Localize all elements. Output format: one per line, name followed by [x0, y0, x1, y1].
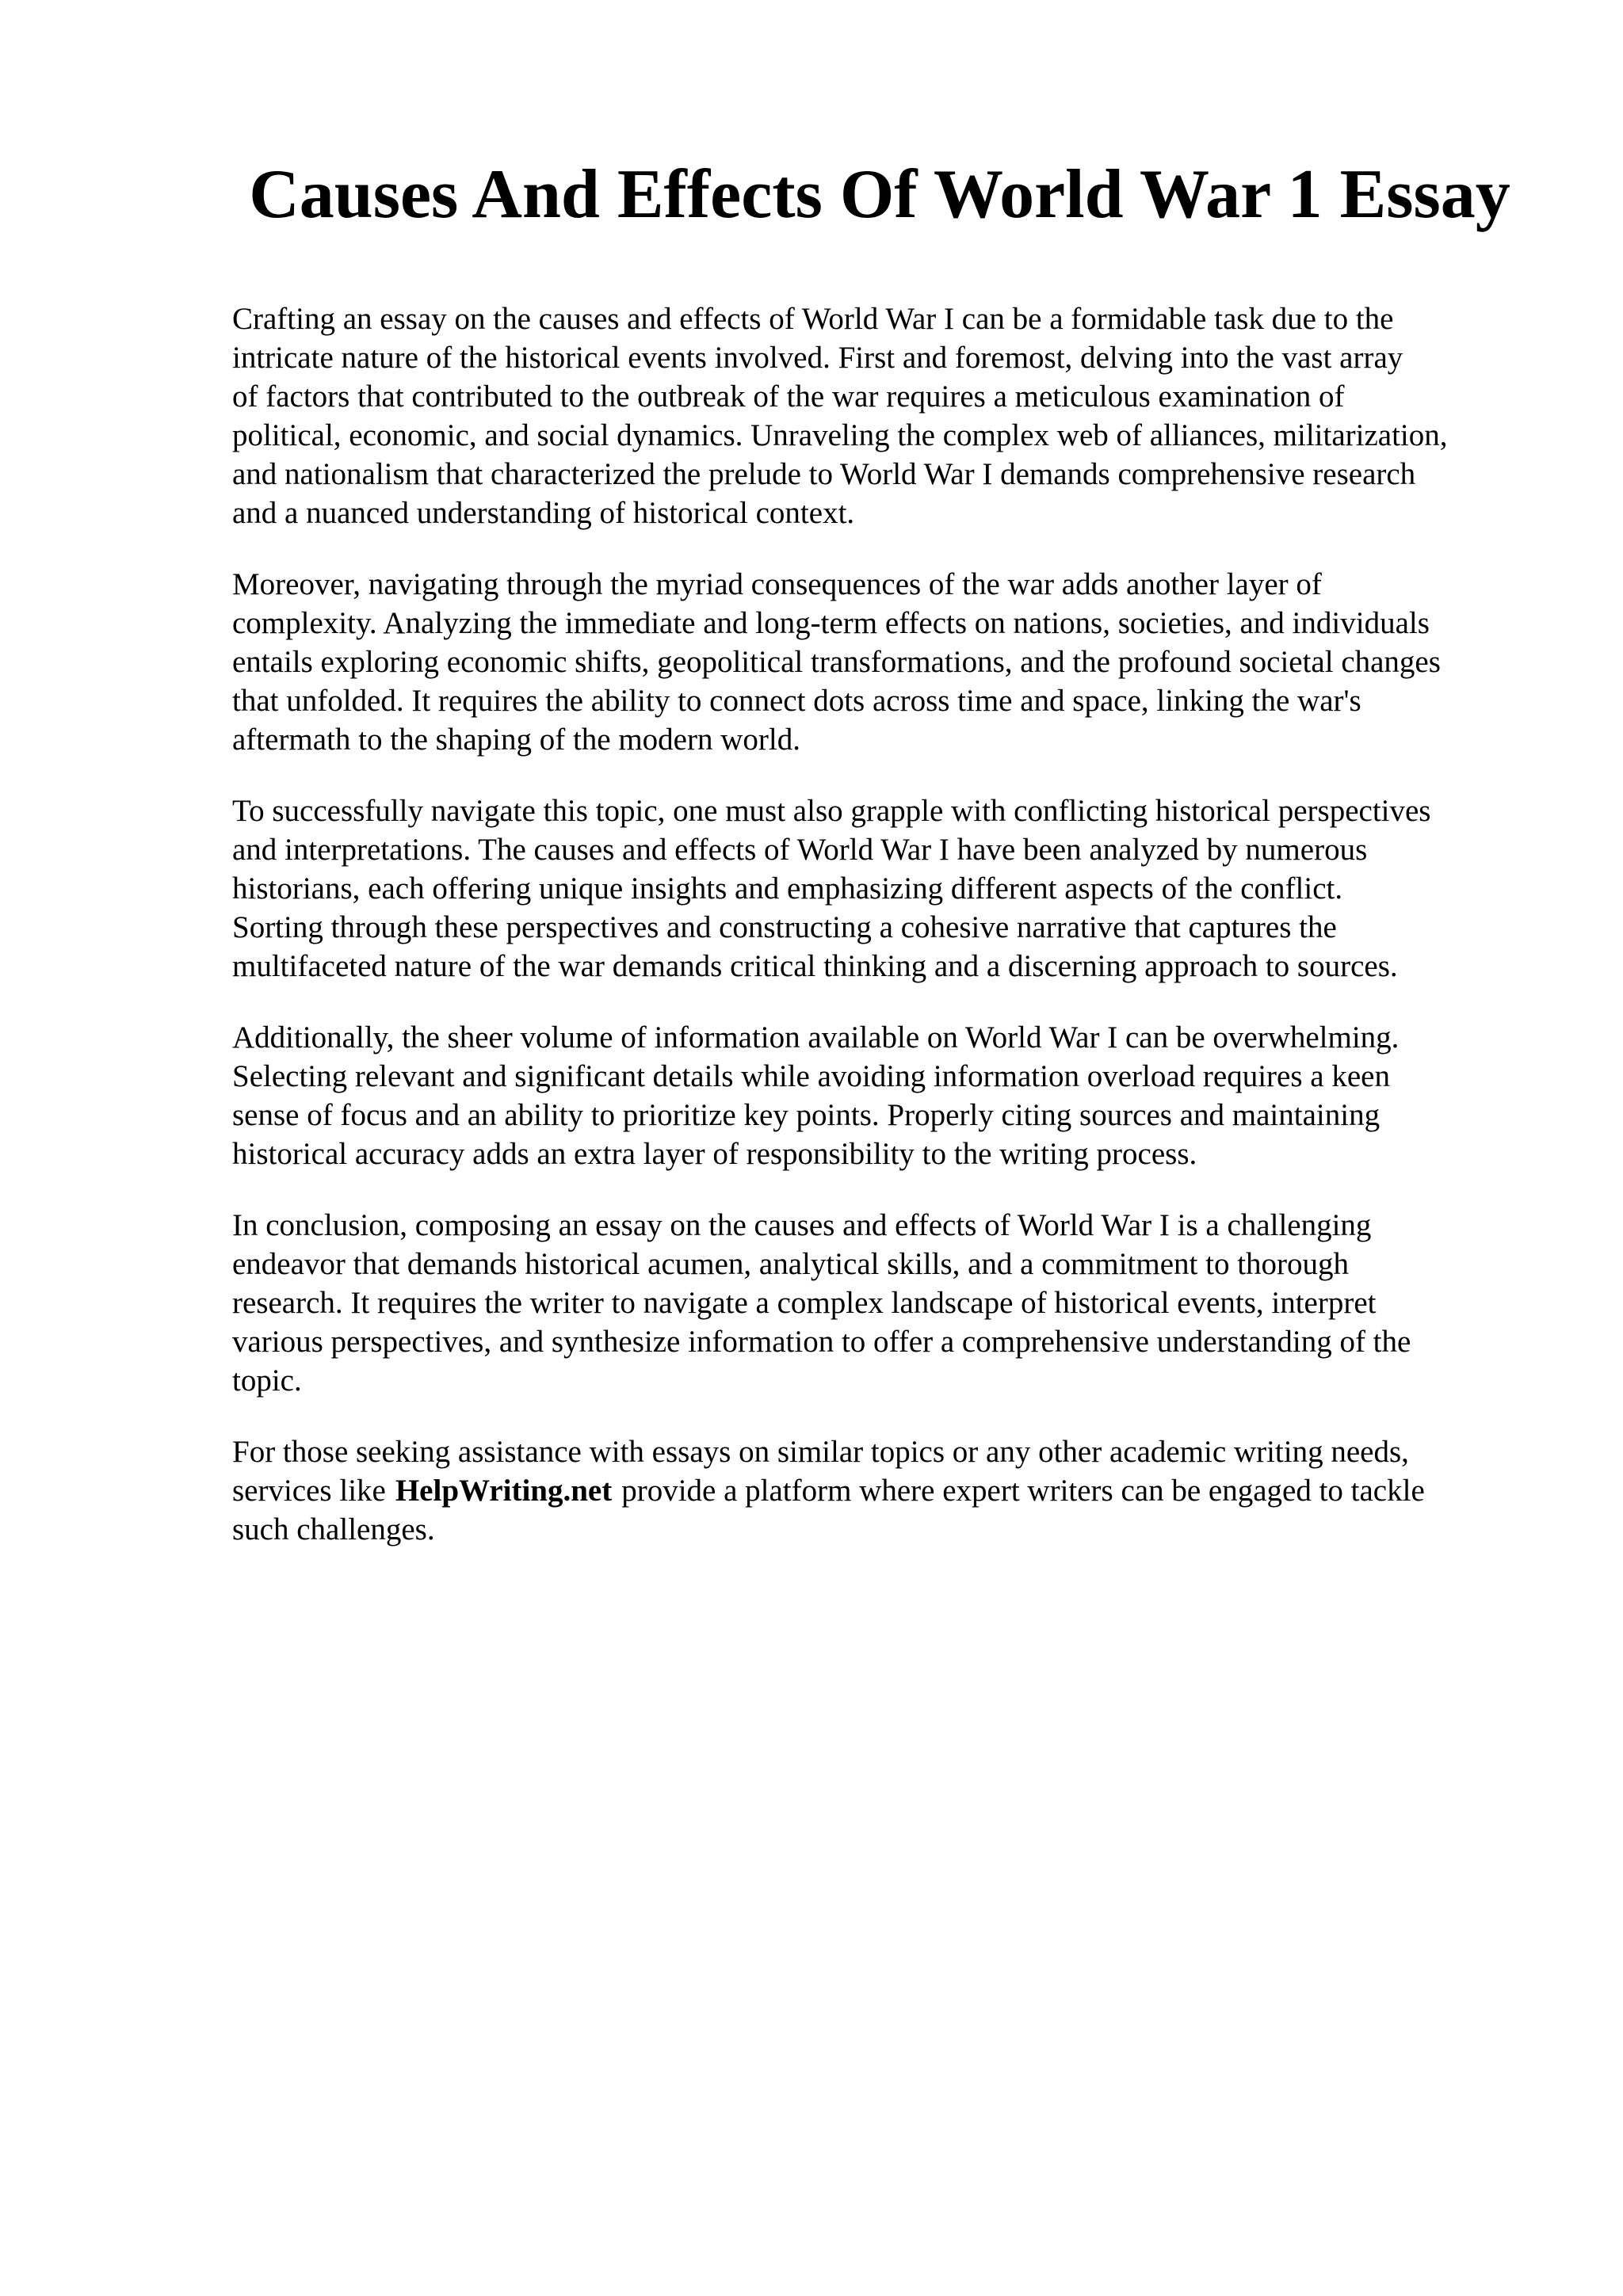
text-line: To successfully navigate this topic, one must also grapple with conflicting historical perspectives — [232, 794, 1431, 828]
text-line: Selecting relevant and significant details while avoiding information overload requires a keen — [232, 1059, 1390, 1093]
text-line: multifaceted nature of the war demands critical thinking and a discerning approach to sources. — [232, 949, 1398, 983]
text-line: historians, each offering unique insights and emphasizing different aspects of the conflict. — [232, 871, 1343, 906]
text-line: research. It requires the writer to navigate a complex landscape of historical events, interpret — [232, 1286, 1377, 1320]
document-title: Causes And Effects Of World War 1 Essay — [249, 156, 1510, 233]
text-line: In conclusion, composing an essay on the causes and effects of World War I is a challenging — [232, 1208, 1372, 1242]
text-line: aftermath to the shaping of the modern world. — [232, 723, 800, 757]
text-line: For those seeking assistance with essays on similar topics or any other academic writing needs, — [232, 1435, 1409, 1469]
text-line: Additionally, the sheer volume of information available on World War I can be overwhelming. — [232, 1020, 1400, 1055]
text-line: such challenges. — [232, 1512, 435, 1547]
text-line: sense of focus and an ability to prioritize key points. Properly citing sources and maintaining — [232, 1098, 1381, 1132]
text-line: political, economic, and social dynamics. Unraveling the complex web of alliances, militarization, — [232, 418, 1448, 452]
closing-paragraph — [232, 1432, 1532, 1549]
text-line: intricate nature of the historical events involved. First and foremost, delving into the vast array — [232, 341, 1403, 375]
text-line: topic. — [232, 1363, 302, 1398]
text-line: of factors that contributed to the outbreak of the war requires a meticulous examination of — [232, 379, 1345, 414]
paragraph-5 — [232, 1206, 1532, 1400]
document-body — [232, 299, 1532, 1581]
text-line: and a nuanced understanding of historical context. — [232, 496, 855, 530]
text-line: historical accuracy adds an extra layer of responsibility to the writing process. — [232, 1137, 1197, 1171]
text-line: various perspectives, and synthesize information to offer a comprehensive understanding of the — [232, 1325, 1411, 1359]
text-line: and nationalism that characterized the prelude to World War I demands comprehensive research — [232, 457, 1416, 491]
text-line: Sorting through these perspectives and constructing a cohesive narrative that captures the — [232, 910, 1337, 944]
paragraph-4 — [232, 1018, 1532, 1173]
text-fragment: provide a platform where expert writers can be engaged to tackle — [621, 1474, 1425, 1508]
text-line: and interpretations. The causes and effects of World War I have been analyzed by numerous — [232, 833, 1368, 867]
text-line: that unfolded. It requires the ability to connect dots across time and space, linking the war's — [232, 684, 1361, 718]
text-line: entails exploring economic shifts, geopolitical transformations, and the profound societal changes — [232, 645, 1441, 679]
text-fragment: services like — [232, 1474, 386, 1508]
text-line: endeavor that demands historical acumen, analytical skills, and a commitment to thorough — [232, 1247, 1350, 1281]
paragraph-3 — [232, 791, 1532, 986]
text-line-with-link — [232, 1471, 1532, 1510]
paragraph-2 — [232, 565, 1532, 759]
text-line: Moreover, navigating through the myriad consequences of the war adds another layer of — [232, 567, 1322, 601]
text-line: complexity. Analyzing the immediate and long-term effects on nations, societies, and individuals — [232, 606, 1430, 640]
text-line: Crafting an essay on the causes and effects of World War I can be a formidable task due to the — [232, 302, 1394, 336]
paragraph-1 — [232, 299, 1532, 532]
helpwriting-link[interactable]: HelpWriting.net — [395, 1474, 613, 1508]
